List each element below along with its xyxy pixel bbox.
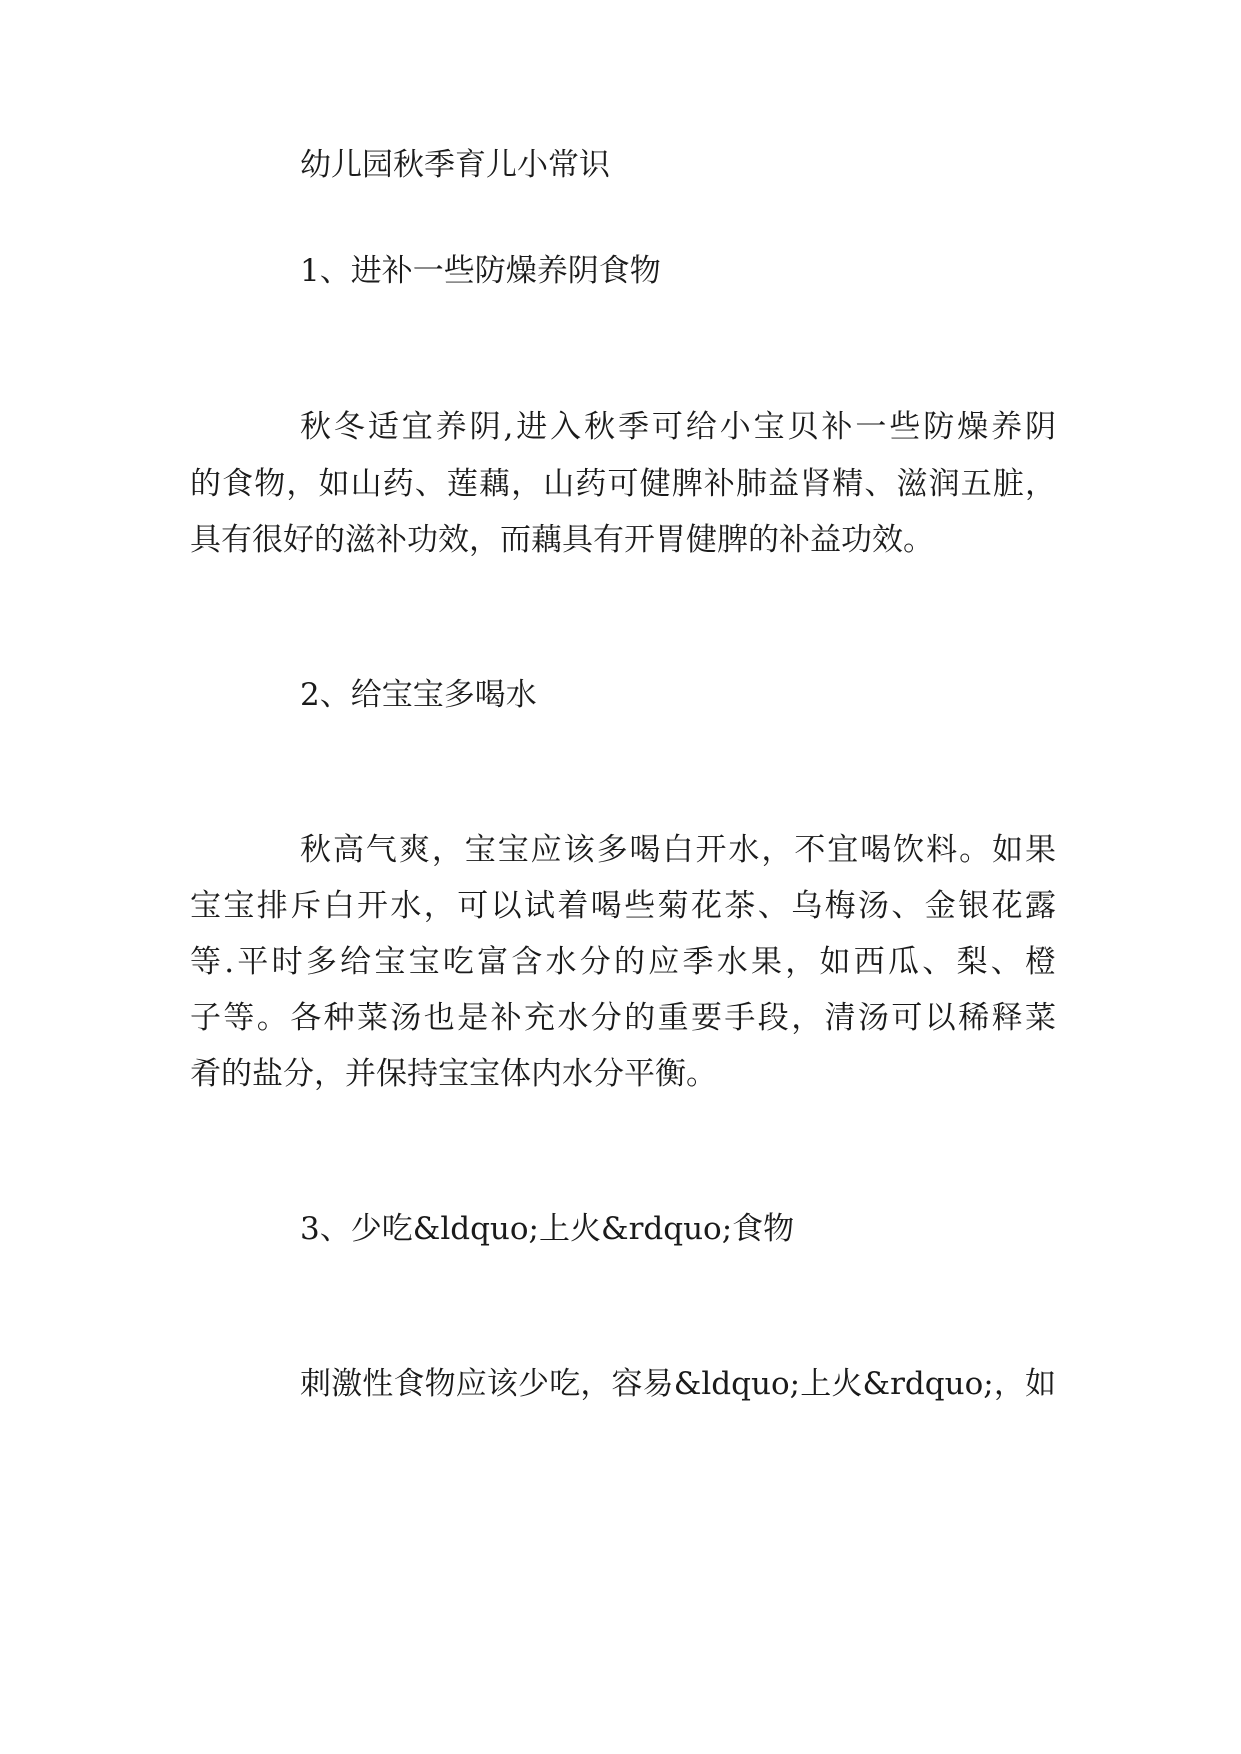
section-heading-2: 2、给宝宝多喝水: [300, 677, 537, 713]
paragraph-3-line-1: 刺激性食物应该少吃，容易&ldquo;上火&rdquo;，如: [300, 1366, 1056, 1402]
section-heading-1: 1、进补一些防燥养阴食物: [300, 253, 661, 289]
paragraph-2-line-2: 宝宝排斥白开水，可以试着喝些菊花茶、乌梅汤、金银花露: [190, 888, 1056, 924]
paragraph-1-line-2: 的食物，如山药、莲藕，山药可健脾补肺益肾精、滋润五脏，: [190, 466, 1056, 502]
paragraph-2-line-3: 等.平时多给宝宝吃富含水分的应季水果，如西瓜、梨、橙: [190, 944, 1056, 980]
document-title: 幼儿园秋季育儿小常识: [300, 147, 610, 183]
paragraph-2-line-1: 秋高气爽，宝宝应该多喝白开水，不宜喝饮料。如果: [300, 832, 1056, 868]
paragraph-2-line-4: 子等。各种菜汤也是补充水分的重要手段，清汤可以稀释菜: [190, 1000, 1056, 1036]
paragraph-1-line-3: 具有很好的滋补功效，而藕具有开胃健脾的补益功效。: [190, 522, 934, 558]
paragraph-2-line-5: 肴的盐分，并保持宝宝体内水分平衡。: [190, 1056, 717, 1092]
section-heading-3: 3、少吃&ldquo;上火&rdquo;食物: [300, 1211, 795, 1247]
paragraph-1-line-1: 秋冬适宜养阴,进入秋季可给小宝贝补一些防燥养阴: [300, 409, 1056, 445]
